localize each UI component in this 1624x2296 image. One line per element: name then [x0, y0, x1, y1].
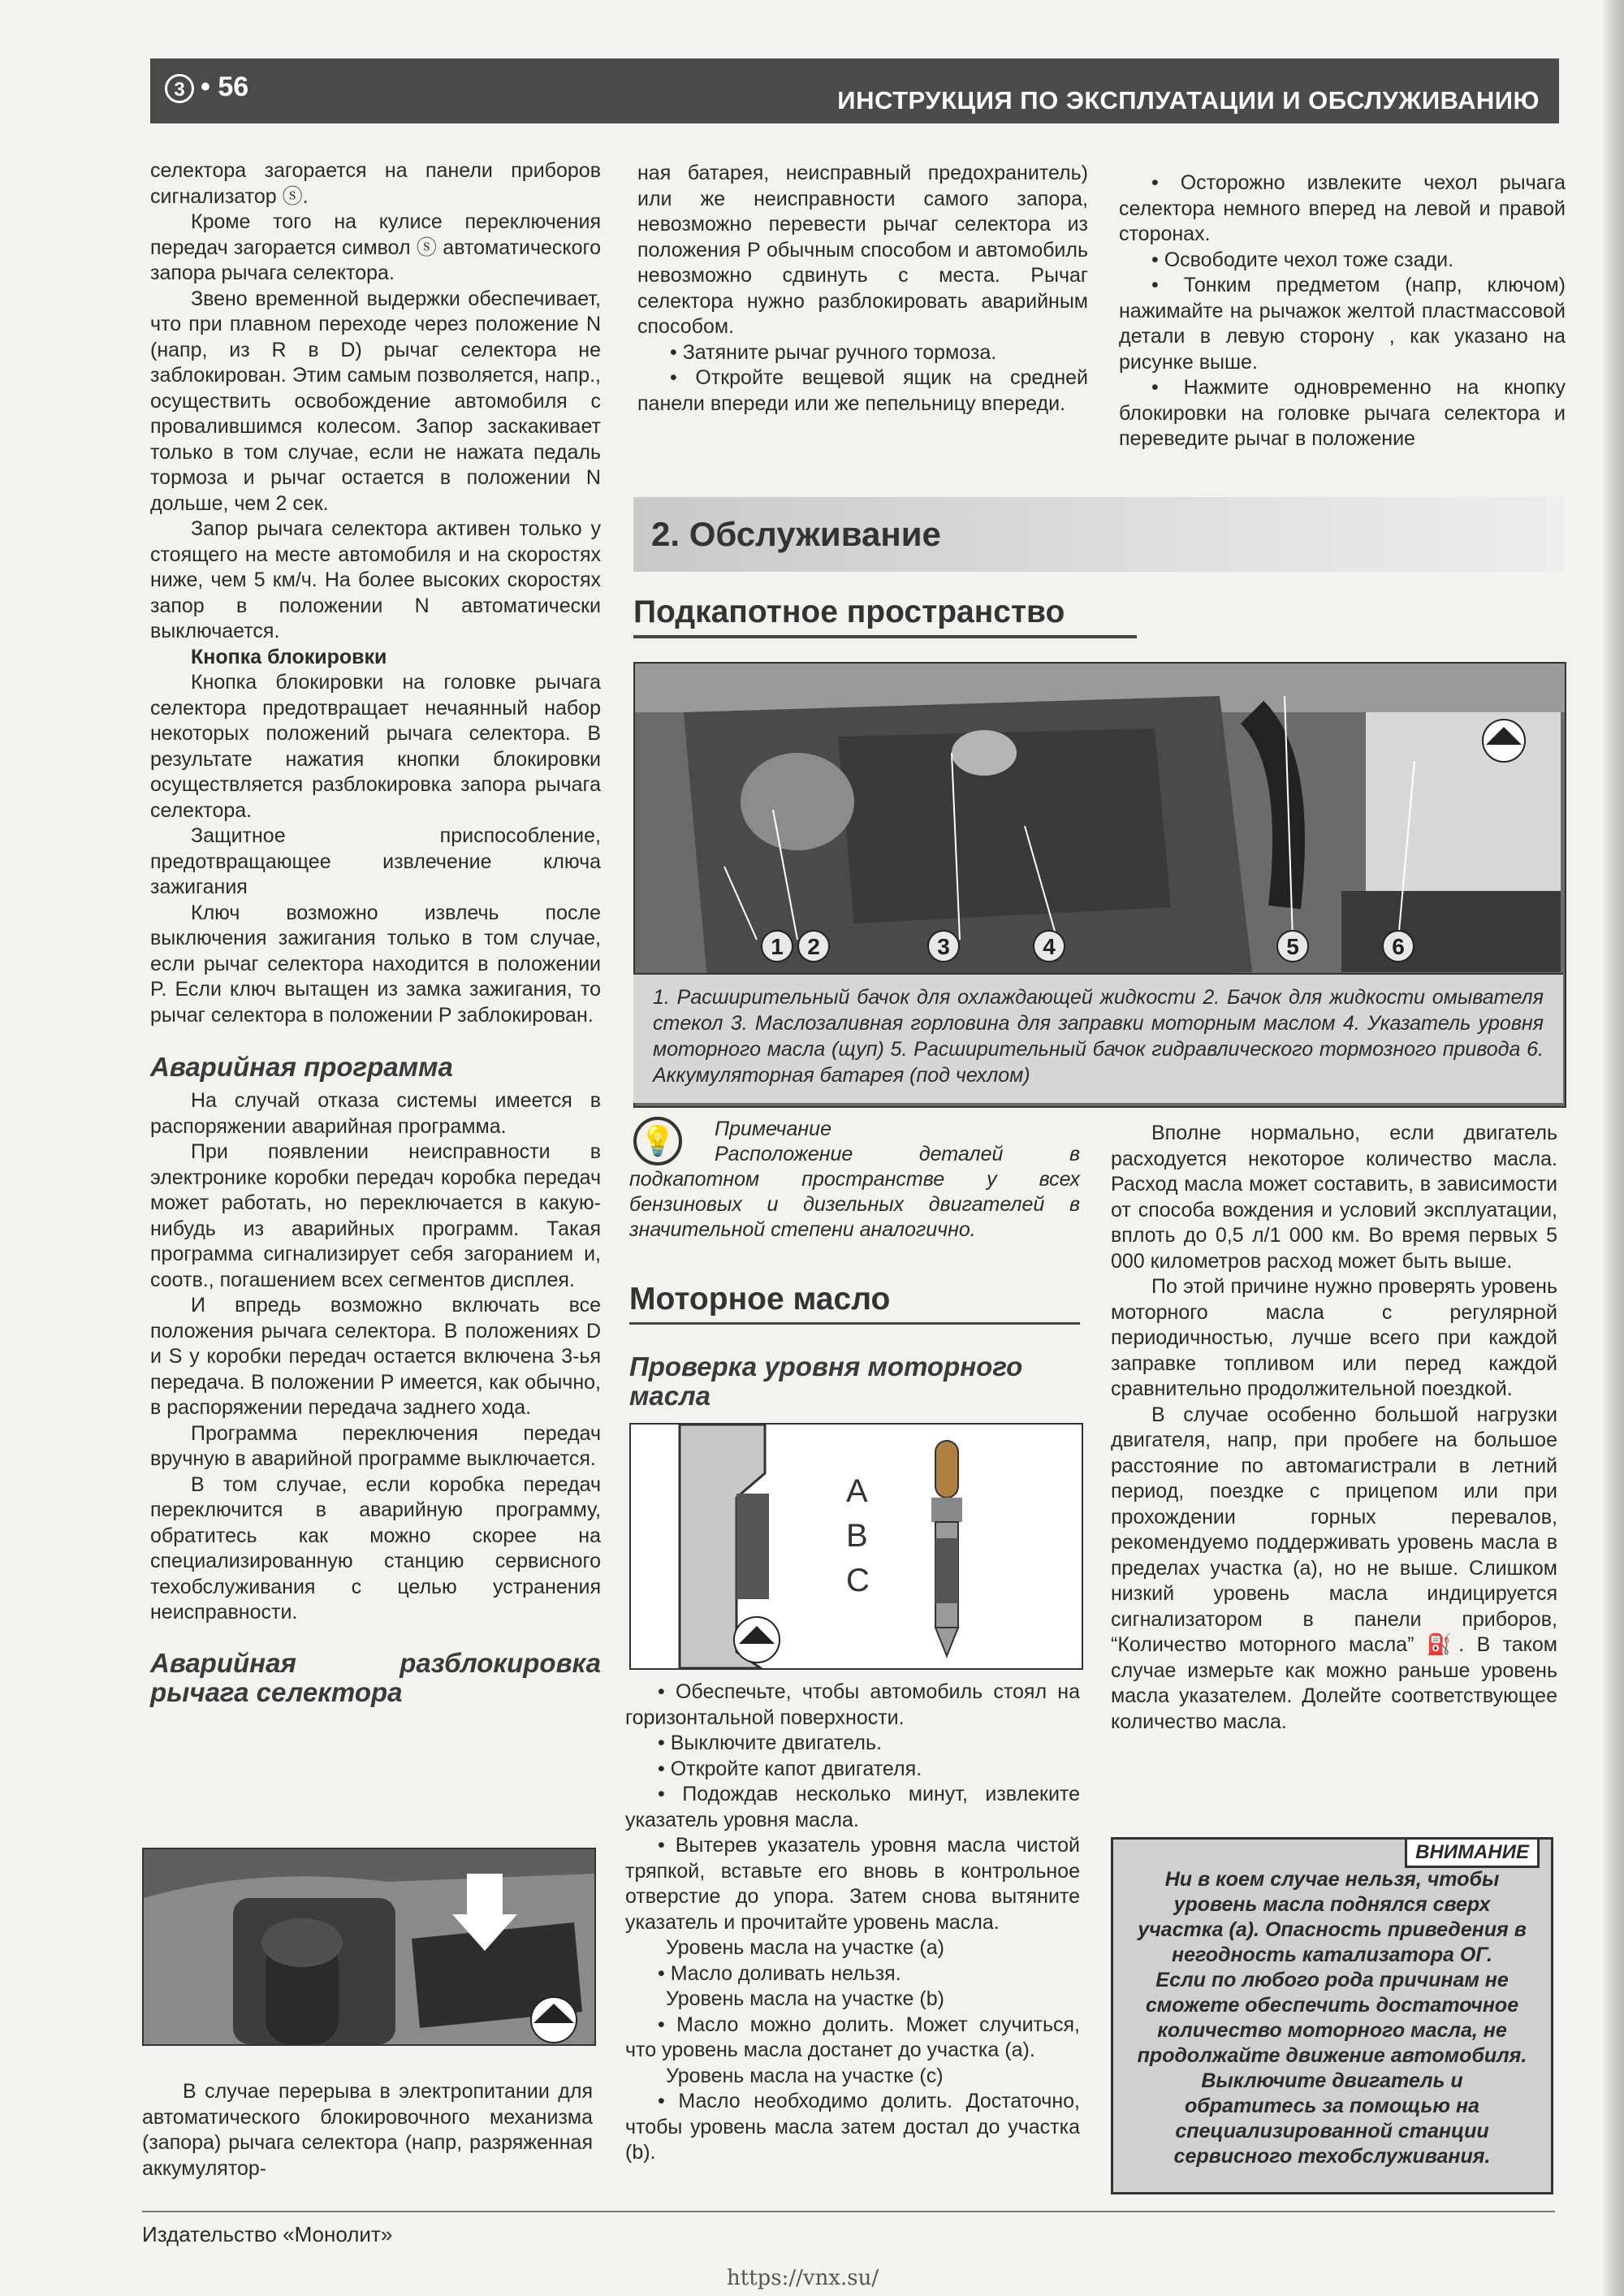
chapter-number: 3: [165, 74, 194, 103]
paragraph: Защитное приспособление, предотвращающее извлечение ключа зажигания: [150, 824, 601, 898]
motor-oil-heading: Моторное масло: [629, 1282, 1080, 1325]
bullet-item: • Обеспечьте, чтобы автомобиль стоял на горизонтальной поверхности.: [625, 1680, 1080, 1729]
note-title: Примечание: [715, 1118, 831, 1140]
dipstick-illustration: [629, 1423, 1083, 1670]
warning-box: [1111, 1837, 1553, 2194]
bullet-item: • Осторожно извлеките чехол рычага селектора немного вперед на левой и правой сторонах.: [1119, 171, 1566, 245]
bullet-item: • Затяните рычаг ручного тормоза.: [670, 340, 997, 364]
column-2-bottom: [625, 1680, 1080, 2166]
engine-caption: 1. Расширительный бачок для охлаждающей жидкости 2. Бачок для жидкости омывателя стекол 3. Маслозаливная горловина для заправки моторным маслом 4. Указатель уровня моторного масла (щуп) 5. Расширительный бачок гидравлического тормозного привода 6. Аккумуляторная батарея (под чехлом): [633, 973, 1563, 1103]
callout-4: 4: [1033, 930, 1065, 962]
paragraph: И впредь возможно включать все положения рычага селектора. В положениях D и S у коробки передач остается включена 3-ья передача. В положении P имеется, как обычно, в распоряжении передача заднего хода.: [150, 1294, 601, 1419]
section-title: 2. Обслуживание: [651, 515, 941, 553]
bullet-item: • Тонким предметом (напр, ключом) нажимайте на рычажок желтой пластмассовой детали в левую сторону , как указано на рисунке выше.: [1119, 274, 1566, 374]
warning-title: ВНИМАНИЕ: [1405, 1837, 1540, 1868]
paragraph: Вполне нормально, если двигатель расходуется некоторое количество масла. Расход масла может составить, в зависимости от способа вождения и условий эксплуатации, вплоть до 0,5 л/1 000 км. Во время первых 5 000 километров расход может быть выше.: [1111, 1122, 1557, 1273]
paragraph: Ключ возможно извлечь после выключения зажигания только в том случае, если рычаг селектора находится в положении P. Если ключ вытащен из замка зажигания, то рычаг селектора в положении P заблокирован.: [150, 901, 601, 1027]
callout-6: 6: [1382, 930, 1415, 962]
level-c-label: Уровень масла на участке (c): [666, 2064, 944, 2087]
engine-bay-heading: Подкапотное пространство: [633, 595, 1137, 638]
bullet-item: • Масло доливать нельзя.: [658, 1961, 901, 1985]
callout-5: 5: [1276, 930, 1309, 962]
level-b-label: Уровень масла на участке (b): [666, 1987, 944, 2010]
page-number: [165, 71, 248, 103]
page-num-text: • 56: [201, 71, 249, 102]
subheading-emergency-program: Аварийная программа: [150, 1052, 453, 1082]
bullet-item: • Вытерев указатель уровня масла чистой тряпкой, вставьте его вновь в контрольное отверстие до упора. Затем снова вытяните указатель и прочитайте уровень масла.: [625, 1834, 1080, 1934]
mark-b: B: [846, 1518, 868, 1554]
publisher: Издательство «Монолит»: [142, 2222, 393, 2246]
warning-text-1: Ни в коем случае нельзя, чтобы уровень масла поднялся сверх участка (a). Опасность приведения в негодность катализатора ОГ.: [1138, 1868, 1527, 1966]
bullet-item: • Подождав несколько минут, извлеките указатель уровня масла.: [625, 1783, 1080, 1831]
bullet-item: • Масло необходимо долить. Достаточно, чтобы уровень масла затем достал до участка (b).: [625, 2090, 1080, 2164]
level-a-label: Уровень масла на участке (a): [666, 1936, 944, 1959]
dipstick-drawing: [631, 1425, 1082, 1668]
column-3-bottom: [1111, 1121, 1557, 1735]
callout-1: 1: [761, 930, 793, 962]
footer-rule: [142, 2211, 1555, 2212]
paragraph: В случае особенно большой нагрузки двигателя, напр, при пробеге на большое расстояние по автомагистрали в летний период, поездке с прицепом или при прохождении горных перевалов, рекомендуемо поддерживать уровень масла в пределах участка (a), но не выше. Слишком низкий уровень масла индицируется сигнализатором в панели приборов, “Количество моторного масла” ⛽. В таком случае измерьте как можно раньше уровень масла указателем. Долейте соответствующее количество масла.: [1111, 1403, 1557, 1733]
callout-3: 3: [927, 930, 960, 962]
column-1: [150, 158, 601, 1707]
bullet-item: • Освободите чехол тоже сзади.: [1151, 248, 1454, 271]
paragraph: селектора загорается на панели приборов сигнализатор ⓢ.: [150, 159, 601, 208]
paragraph: Запор рычага селектора активен только у стоящего на месте автомобиля и на скоростях ниже, чем 5 км/ч. На более высоких скоростях запор в положении N автоматически выключается.: [150, 517, 601, 642]
gear-selector-illustration: [144, 1849, 594, 2044]
note-text: Расположение деталей в подкапотном пространстве у всех бензиновых и дизельных двигателей в значительной степени аналогично.: [629, 1143, 1080, 1241]
paragraph: Звено временной выдержки обеспечивает, что при плавном переходе через положение N (напр, из R в D) рычаг селектора не заблокирован. Этим самым позволяется, напр., осуществить освобождение автомобиля с провалившимся колесом. Запор заскакивает только в том случае, если не нажата педаль тормоза и рычаг остается в положении N дольше, чем 2 сек.: [150, 287, 601, 515]
note-block: [629, 1117, 1080, 1243]
paragraph: В том случае, если коробка передач переключится в аварийную программу, обратитесь как можно скорее на специализированную станцию сервисного техобслуживания с целью устранения неисправности.: [150, 1472, 601, 1624]
column-2-top: [637, 161, 1088, 417]
paragraph: Программа переключения передач вручную в аварийной программе выключается.: [150, 1421, 601, 1470]
oil-check-subheading: Проверка уровня моторного масла: [629, 1351, 1023, 1411]
column-1-end: [142, 2079, 593, 2181]
mark-c: C: [846, 1563, 870, 1598]
bullet-item: • Откройте вещевой ящик на средней панели впереди или же пепельницу впереди.: [637, 366, 1088, 415]
lightbulb-icon: 💡: [633, 1117, 682, 1165]
paragraph: Кроме того на кулисе переключения передач загорается символ ⓢ автоматического запора рычага селектора.: [150, 210, 601, 284]
page-edge: [1601, 0, 1624, 2296]
paragraph: ная батарея, неисправный предохранитель) или же неисправности самого запора, невозможно перевести рычаг селектора из положения P обычным способом и автомобиль невозможно сдвинуть с места. Рычаг селектора нужно разблокировать аварийным способом.: [637, 162, 1088, 338]
header-title: ИНСТРУКЦИЯ ПО ЭКСПЛУАТАЦИИ И ОБСЛУЖИВАНИЮ: [837, 86, 1540, 115]
section-band: [633, 497, 1563, 572]
column-3-top: [1119, 171, 1566, 452]
paragraph: При появлении неисправности в электронике коробки передач коробка передач может работать, но переключается в какую-нибудь из аварийных программ. Такая программа сигнализирует себя загоранием и, соотв., погашением всех сегментов дисплея.: [150, 1140, 601, 1291]
page-header: [150, 58, 1559, 123]
warning-text-2: Если по любого рода причинам не сможете обеспечить достаточное количество моторного масла, не продолжайте движение автомобиля. Выключите двигатель и обратитесь за помощью на специализированной станции сервисного техобслуживания.: [1137, 1969, 1527, 2168]
paragraph: На случай отказа системы имеется в распоряжении аварийная программа.: [150, 1089, 601, 1138]
paragraph: В случае перерыва в электропитании для автоматического блокировочного механизма (запора) рычага селектора (напр, разряженная аккумулятор-: [142, 2080, 593, 2180]
bullet-item: • Нажмите одновременно на кнопку блокировки на головке рычага селектора и переведите рычаг в положение: [1119, 376, 1566, 450]
bullet-item: • Масло можно долить. Может случиться, что уровень масла достанет до участка (a).: [625, 2013, 1080, 2061]
subheading-lock-button: Кнопка блокировки: [191, 645, 387, 668]
source-url[interactable]: https://vnx.su/: [727, 2266, 879, 2290]
paragraph: Кнопка блокировки на головке рычага селектора предотвращает нечаянный набор некоторых положений рычага селектора. В результате нажатия кнопки блокировки осуществляется разблокировка запора рычага селектора.: [150, 671, 601, 822]
subheading-emergency-unlock: Аварийная разблокировка рычага селектора: [150, 1647, 601, 1707]
mark-a: A: [846, 1473, 868, 1509]
bullet-item: • Откройте капот двигателя.: [658, 1757, 922, 1780]
bullet-item: • Выключите двигатель.: [658, 1732, 882, 1754]
callout-2: 2: [797, 930, 830, 962]
paragraph: По этой причине нужно проверять уровень моторного масла с регулярной периодичностью, лучше всего при каждой заправке топливом или перед каждой сравнительно продолжительной поездкой.: [1111, 1275, 1557, 1400]
gear-selector-photo: [142, 1848, 596, 2046]
